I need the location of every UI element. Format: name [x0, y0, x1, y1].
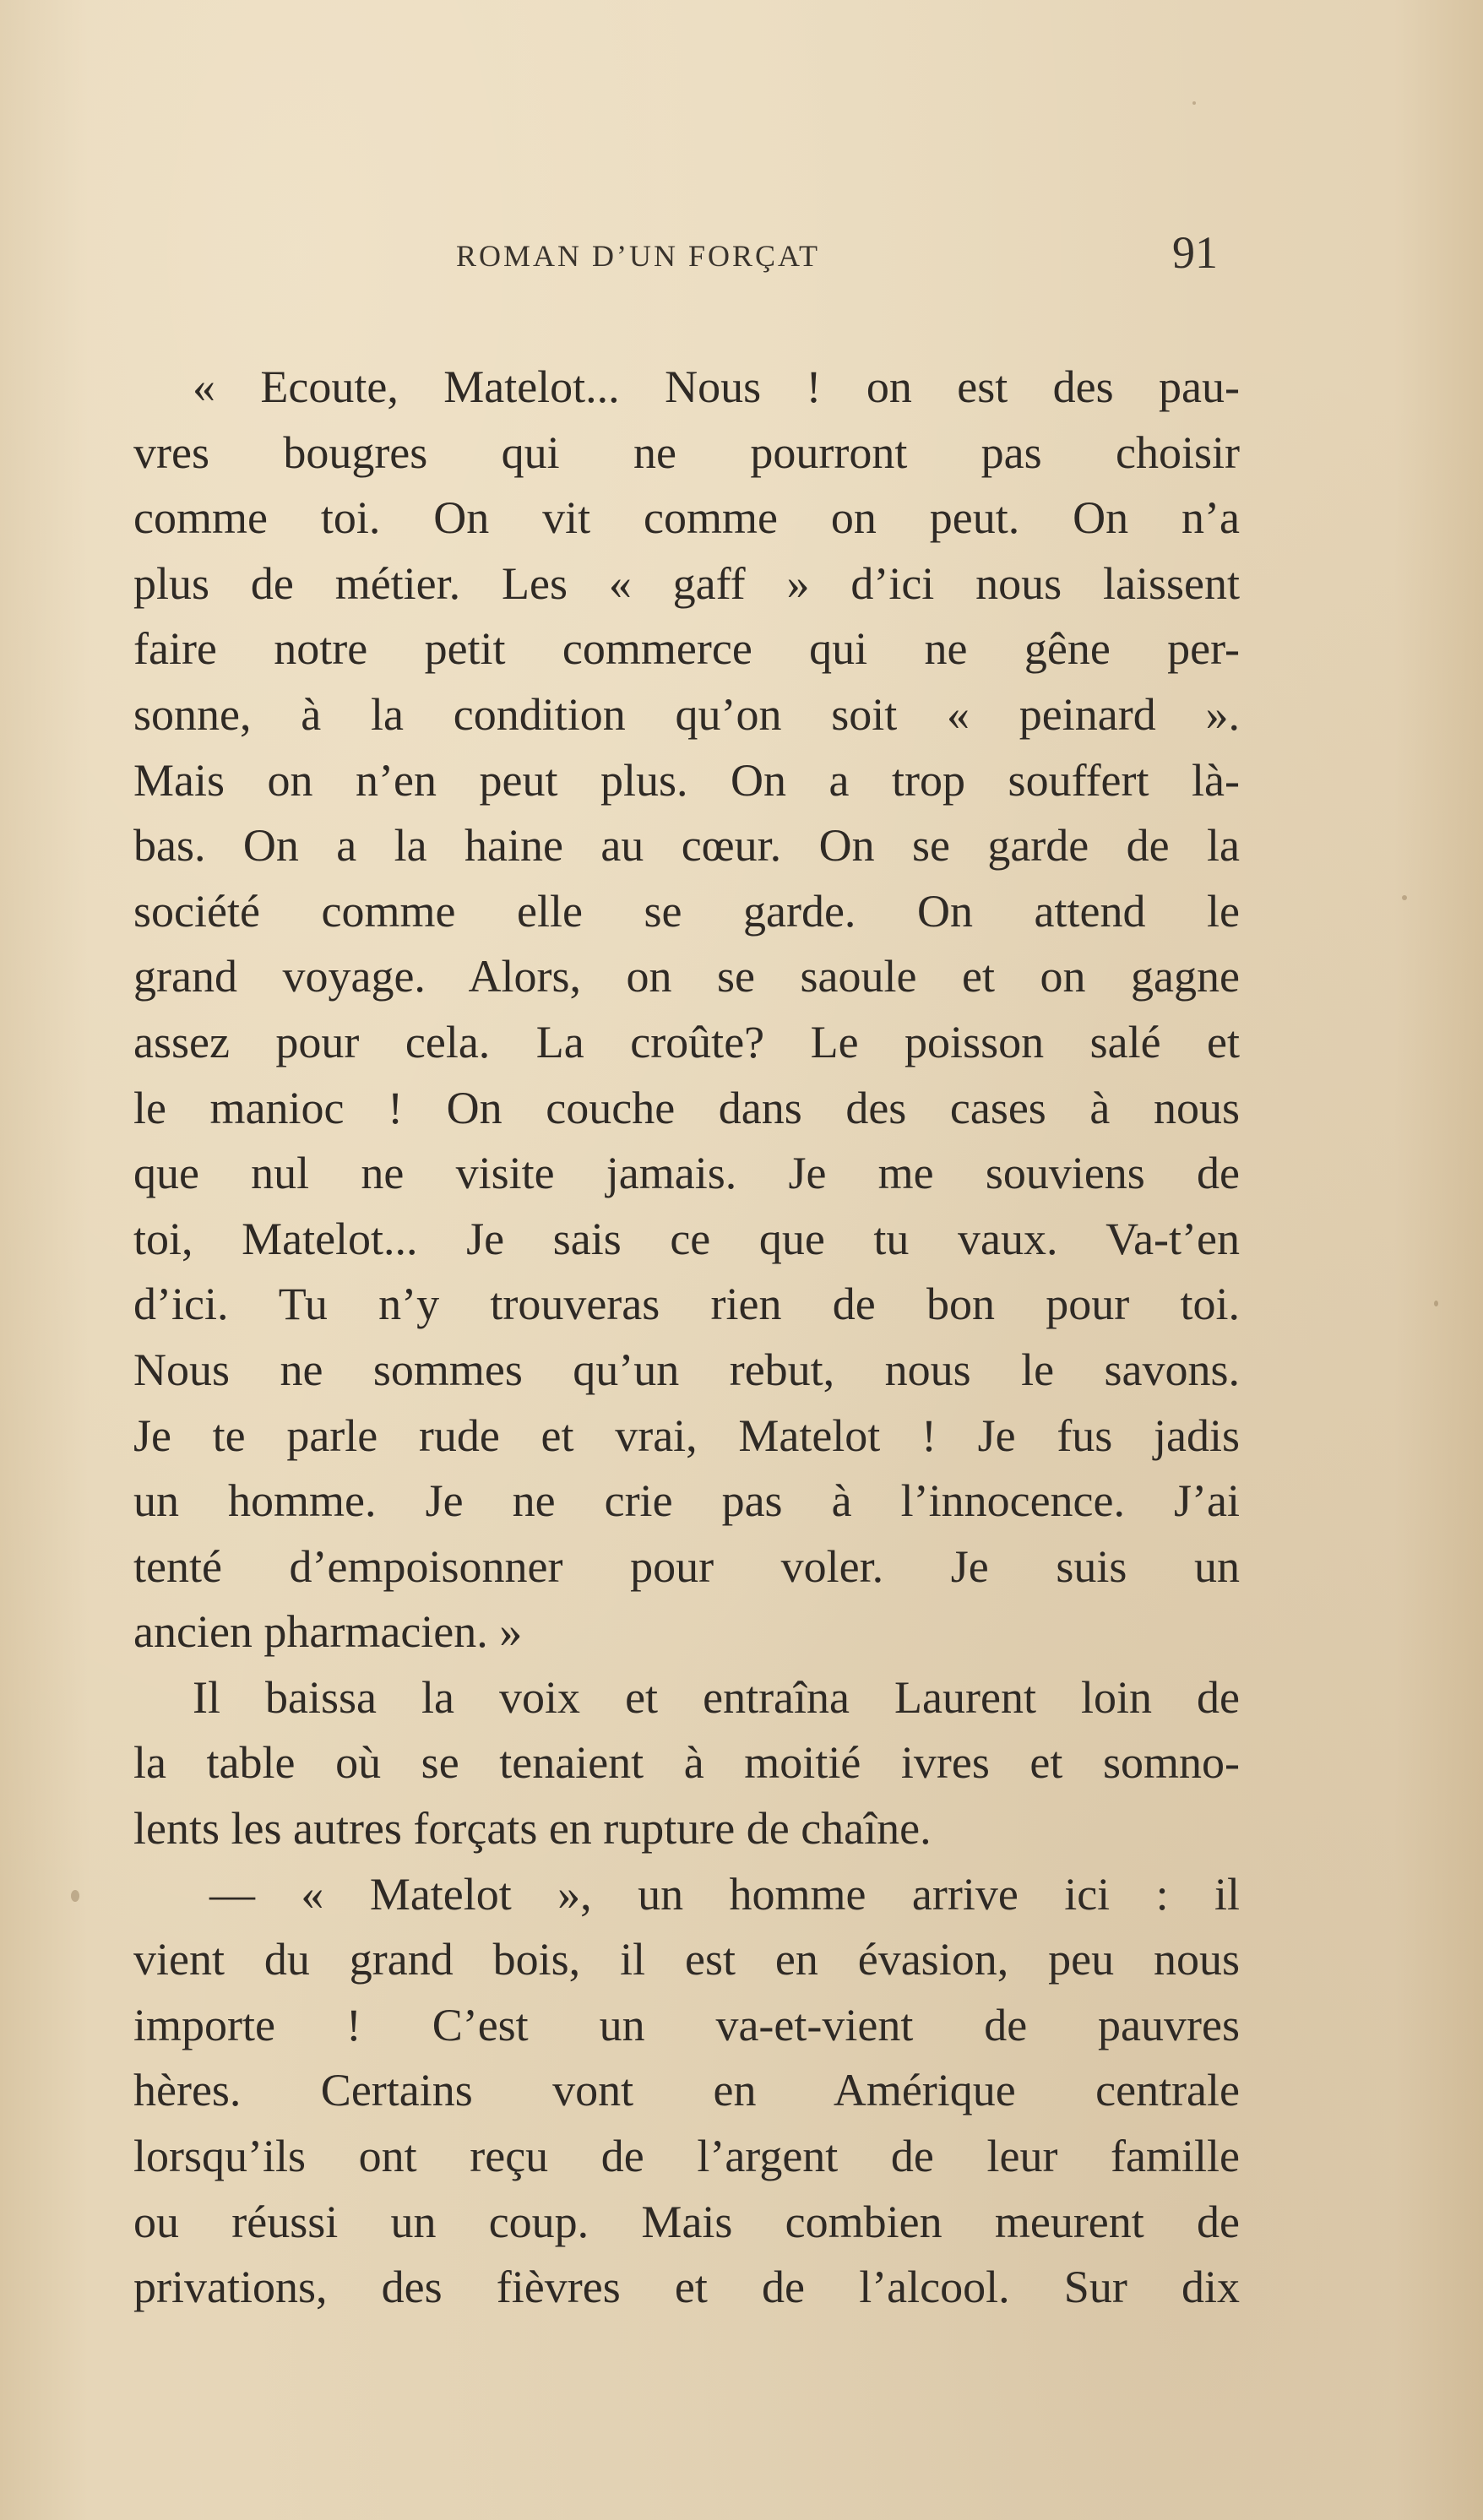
paper-speck	[1192, 101, 1196, 105]
text-line: Il baissa la voix et entraîna Laurent loin de	[193, 1671, 1240, 1723]
text-line: d’ici. Tu n’y trouveras rien de bon pour toi.	[133, 1279, 1240, 1330]
text-line: sonne, à la condition qu’on soit « peinard ».	[133, 688, 1240, 740]
text-line: ancien pharmacien. »	[133, 1606, 523, 1658]
paper-speck	[1402, 895, 1407, 900]
page-number: 91	[1172, 227, 1218, 278]
text-line: Mais on n’en peut plus. On a trop souffert là-	[133, 754, 1240, 806]
text-line: Nous ne sommes qu’un rebut, nous le savons.	[133, 1344, 1240, 1395]
text-line: lorsqu’ils ont reçu de l’argent de leur famille	[133, 2131, 1240, 2182]
text-line: la table où se tenaient à moitié ivres et somno-	[133, 1737, 1240, 1789]
text-line: vres bougres qui ne pourront pas choisir	[133, 426, 1240, 478]
text-line: plus de métier. Les « gaff » d’ici nous laissent	[133, 557, 1240, 609]
text-line: comme toi. On vit comme on peut. On n’a	[133, 492, 1240, 544]
text-line: toi, Matelot... Je sais ce que tu vaux. Va-t’en	[133, 1213, 1240, 1264]
text-line: que nul ne visite jamais. Je me souviens de	[133, 1148, 1240, 1199]
text-line: « Ecoute, Matelot... Nous ! on est des pau-	[193, 361, 1240, 412]
text-line: privations, des fièvres et de l’alcool. Sur dix	[133, 2262, 1240, 2313]
text-line: lents les autres forçats en rupture de chaîne.	[133, 1803, 932, 1855]
text-line: ou réussi un coup. Mais combien meurent de	[133, 2196, 1240, 2247]
text-line: importe ! C’est un va-et-vient de pauvres	[133, 1999, 1240, 2050]
text-line: société comme elle se garde. On attend le	[133, 885, 1240, 937]
running-head-title: ROMAN D’UN FORÇAT	[456, 239, 821, 273]
text-line: — « Matelot », un homme arrive ici : il	[209, 1868, 1240, 1920]
body-text	[133, 355, 1240, 2321]
paper-speck	[71, 1890, 79, 1902]
text-line: hères. Certains vont en Amérique centrale	[133, 2065, 1240, 2116]
text-line: assez pour cela. La croûte? Le poisson salé et	[133, 1016, 1240, 1067]
text-line: tenté d’empoisonner pour voler. Je suis un	[133, 1540, 1240, 1592]
text-line: un homme. Je ne crie pas à l’innocence. J’ai	[133, 1475, 1240, 1527]
text-line: Je te parle rude et vrai, Matelot ! Je fus jadis	[133, 1409, 1240, 1461]
paper-speck	[1434, 1301, 1438, 1306]
text-line: grand voyage. Alors, on se saoule et on gagne	[133, 951, 1240, 1002]
text-line: vient du grand bois, il est en évasion, peu nous	[133, 1934, 1240, 1985]
text-line: faire notre petit commerce qui ne gêne per-	[133, 623, 1240, 675]
text-line: le manioc ! On couche dans des cases à nous	[133, 1082, 1240, 1133]
text-line: bas. On a la haine au cœur. On se garde de la	[133, 820, 1240, 872]
